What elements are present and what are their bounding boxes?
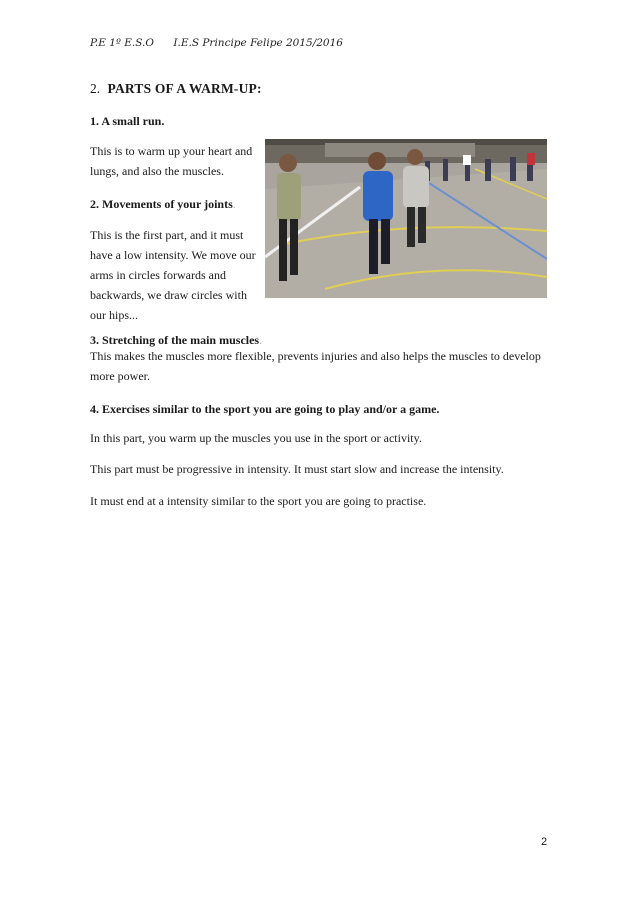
part-3-heading-dot: .	[259, 333, 263, 347]
part-4-paragraph-1: In this part, you warm up the muscles you use in the sport or activity.	[90, 431, 422, 445]
part-2-heading-text: 2. Movements of your joints	[90, 197, 233, 211]
section-title	[90, 81, 262, 97]
part-4-paragraph-2: This part must be progressive in intensity. It must start slow and increase the intensity.	[90, 462, 504, 476]
section-number: 2.	[90, 81, 101, 96]
part-2-line-3: arms in circles forwards and	[90, 268, 226, 282]
part-2-heading	[90, 197, 236, 212]
part-2-line-2: have a low intensity. We move our	[90, 248, 256, 262]
part-2-heading-dot: .	[232, 197, 236, 211]
page-number: 2	[541, 836, 548, 848]
part-4-heading: 4. Exercises similar to the sport you are going to play and/or a game.	[90, 402, 440, 416]
part-1-line-2: lungs, and also the muscles.	[90, 164, 224, 178]
school-label: I.E.S Principe Felipe 2015/2016	[173, 37, 343, 49]
course-label: P.E 1º E.S.O	[90, 37, 154, 49]
part-2-line-4: backwards, we draw circles with	[90, 288, 247, 302]
part-2-line-5: our hips...	[90, 308, 138, 322]
part-4-paragraph-3: It must end at a intensity similar to the sport you are going to practise.	[90, 494, 427, 508]
part-1-heading: 1. A small run.	[90, 114, 165, 128]
page-header	[90, 37, 343, 49]
students-running-photo	[265, 139, 547, 298]
part-3-heading-text: 3. Stretching of the main muscles	[90, 333, 260, 347]
section-title-text: PARTS OF A WARM-UP:	[107, 81, 262, 96]
part-3-line-1: This makes the muscles more flexible, prevents injuries and also helps the muscles to develop	[90, 349, 541, 363]
part-2-line-1: This is the first part, and it must	[90, 228, 244, 242]
part-1-line-1: This is to warm up your heart and	[90, 144, 253, 158]
part-3-line-2: more power.	[90, 369, 150, 383]
